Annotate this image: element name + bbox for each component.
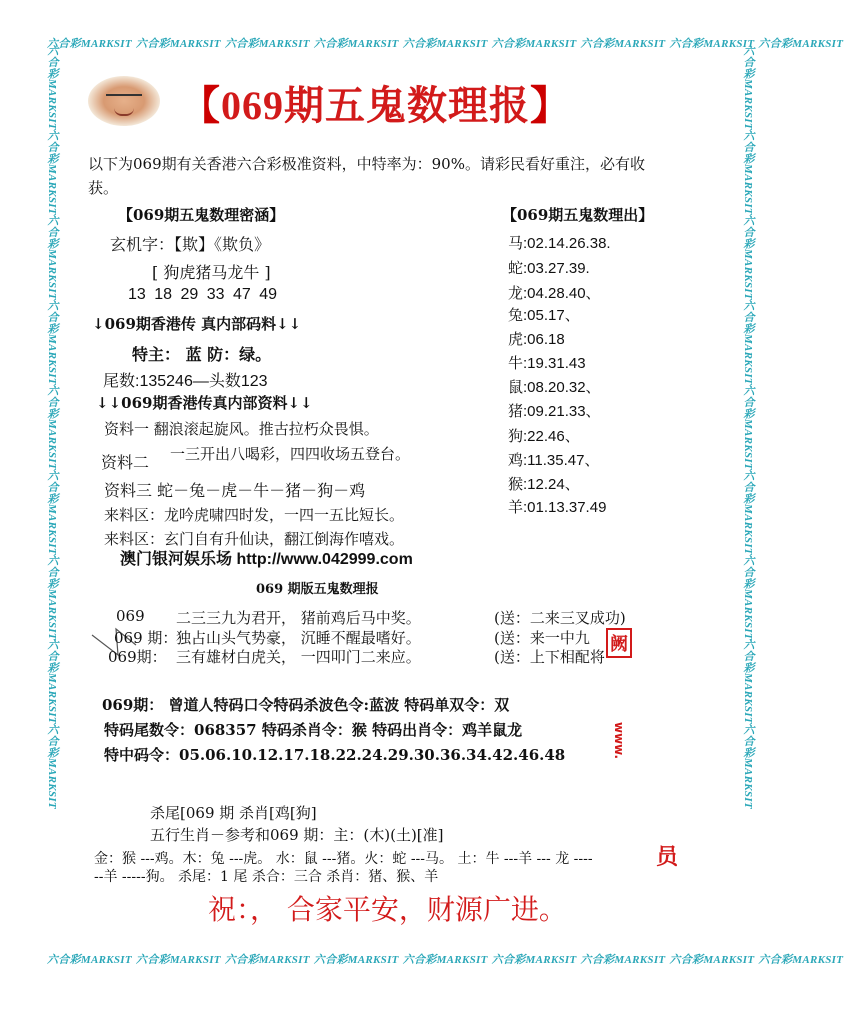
intro-line-2: 获。	[88, 179, 119, 197]
kill-line-4: --羊 -----狗。 杀尾：1 尾 杀合：三合 杀肖：猪、猴、羊	[94, 869, 439, 885]
blessing-text: 祝：， 合家平安，财源广进。	[208, 893, 567, 926]
glasses-decoration	[106, 94, 142, 104]
left-border-pattern: 六合彩MARKSIT六合彩MARKSIT六合彩MARKSIT六合彩MARKSIT六合彩MARKSIT六合彩MARKSIT六合彩MARKSIT六合彩MARKSIT六合彩MARKSIT	[46, 45, 58, 810]
source-two: 来料区：玄门自有升仙诀，翻江倒海作嘻戏。	[104, 530, 405, 548]
zodiac-row-goat: 羊:01.13.37.49	[508, 499, 607, 516]
bottom-border-pattern: 六合彩MARKSIT 六合彩MARKSIT 六合彩MARKSIT 六合彩MARKSIT 六合彩MARKSIT 六合彩MARKSIT 六合彩MARKSIT 六合彩MARKSIT 六合彩MARKSIT	[47, 954, 844, 966]
red-tag-stamp: 员	[656, 840, 678, 871]
special-main: 特主： 蓝 防：绿。	[132, 345, 272, 364]
poem-text-1: 二三三九为君开， 猪前鸡后马中奖。	[176, 609, 421, 627]
right-border-pattern: 六合彩MARKSIT六合彩MARKSIT六合彩MARKSIT六合彩MARKSIT六合彩MARKSIT六合彩MARKSIT六合彩MARKSIT六合彩MARKSIT六合彩MARKSIT	[742, 45, 754, 810]
data-two-text: 一三开出八喝彩，四四收场五登台。	[170, 445, 411, 463]
data-one: 资料一 翻浪滚起旋风。推古拉朽众畏惧。	[104, 420, 379, 438]
tail-head-numbers: 尾数:135246—头数123	[103, 373, 268, 390]
zodiac-row-rooster: 鸡:11.35.47、	[508, 452, 600, 469]
zodiac-row-ox: 牛:19.31.43	[508, 355, 586, 372]
poem-issue-3: 069期：	[108, 648, 167, 666]
avatar	[88, 76, 160, 126]
insider-heading-2: ↓↓069期香港传真内部资料↓↓	[96, 394, 313, 412]
zodiac-row-rat: 鼠:08.20.32、	[508, 379, 601, 396]
number-list: 13 18 29 33 47 49	[128, 286, 278, 303]
poem-text-2: 独占山头气势豪， 沉睡不醒最嗜好。	[176, 629, 421, 647]
zodiac-row-tiger: 虎:06.18	[508, 331, 565, 348]
page-title: 【069期五鬼数理报】	[180, 83, 571, 128]
poem-issue-1: 069	[116, 607, 145, 625]
vertical-stamp: www.	[612, 722, 626, 760]
top-border-pattern: 六合彩MARKSIT 六合彩MARKSIT 六合彩MARKSIT 六合彩MARKSIT 六合彩MARKSIT 六合彩MARKSIT 六合彩MARKSIT 六合彩MARKSIT 六合彩MARKSIT	[47, 38, 844, 50]
right-section-title: 【069期五鬼数理出】	[502, 206, 654, 224]
left-section-title: 【069期五鬼数理密涵】	[118, 206, 285, 224]
zodiac-row-dragon: 龙:04.28.40、	[508, 285, 601, 302]
zodiac-row-dog: 狗:22.46、	[508, 428, 580, 445]
mystery-word: 玄机字：【欺】《欺负》	[110, 235, 271, 254]
kill-line-2: 五行生肖－参考和069 期：主：(木)(土)[准]	[150, 826, 444, 844]
kill-line-3: 金：猴 ---鸡。木：兔 ---虎。 水：鼠 ---猪。火：蛇 ---马。 土：牛 ---羊 --- 龙 ----	[94, 851, 593, 867]
poem-gift-1: (送：二来三叉成功)	[494, 609, 626, 627]
red-stamp: 阙	[606, 628, 632, 658]
poem-issue-2: 069 期：	[114, 629, 178, 647]
poem-gift-2: (送：来一中九	[494, 629, 590, 647]
kill-line-1: 杀尾[069 期 杀肖[鸡[狗]	[150, 804, 317, 822]
zodiac-row-rabbit: 兔:05.17、	[508, 307, 580, 324]
source-one: 来料区：龙吟虎啸四时发，一四一五比短长。	[104, 506, 405, 524]
data-three: 资料三 蛇－兔－虎－牛－猪－狗－鸡	[104, 481, 366, 500]
animals-list: [ 狗虎猪马龙牛 ]	[152, 263, 271, 282]
order-line-1: 069期： 曾道人特码口令特码杀波色令:蓝波 特码单双令：双	[102, 696, 510, 714]
zodiac-row-horse: 马:02.14.26.38.	[508, 235, 611, 252]
zodiac-row-pig: 猪:09.21.33、	[508, 403, 601, 420]
poem-subtitle: 069 期版五鬼数理报	[256, 582, 379, 597]
zodiac-row-monkey: 猴:12.24、	[508, 476, 580, 493]
order-line-2: 特码尾数令：068357 特码杀肖令：猴 特码出肖令：鸡羊鼠龙	[104, 721, 523, 739]
poem-gift-3: (送：上下相配将	[494, 648, 605, 666]
data-two-label: 资料二	[101, 453, 150, 472]
poem-text-3: 三有雄材白虎关， 一四叩门二来应。	[176, 648, 421, 666]
casino-ad: 澳门银河娱乐场 http://www.042999.com	[120, 551, 413, 568]
intro-line-1: 以下为069期有关香港六合彩极准资料，中特率为：90%。请彩民看好重注，必有收	[88, 155, 645, 173]
insider-heading-1: ↓069期香港传 真内部码料↓↓	[92, 315, 302, 333]
zodiac-row-snake: 蛇:03.27.39.	[508, 260, 590, 277]
smile-decoration	[114, 108, 134, 116]
order-line-3: 特中码令：05.06.10.12.17.18.22.24.29.30.36.34.42.46.48	[104, 746, 566, 764]
